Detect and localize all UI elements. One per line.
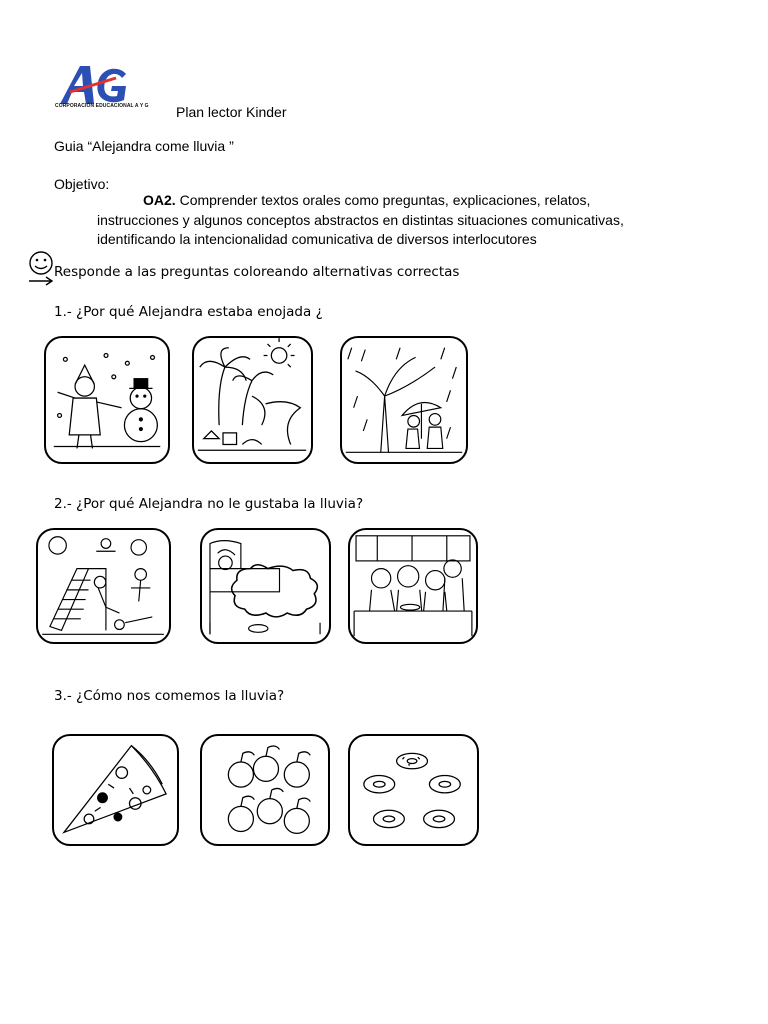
- option-playground-slide-scene[interactable]: [36, 528, 171, 644]
- instruction-text: Responde a las preguntas coloreando alternativas correctas: [54, 264, 460, 280]
- page-title: Plan lector Kinder: [176, 104, 287, 120]
- objective-line-1: Comprender textos orales como preguntas, explicaciones, relatos,: [175, 192, 591, 208]
- option-rain-autumn-scene[interactable]: [340, 336, 468, 464]
- donuts-illustration: [350, 736, 477, 844]
- option-donuts[interactable]: [348, 734, 479, 846]
- rain-umbrella-illustration: [342, 338, 466, 462]
- pizza-slice-illustration: [54, 736, 177, 844]
- sleeping-child-illustration: [202, 530, 329, 642]
- option-family-eating-scene[interactable]: [348, 528, 478, 644]
- option-apples[interactable]: [200, 734, 330, 846]
- question-1: 1.- ¿Por qué Alejandra estaba enojada ¿: [54, 304, 323, 320]
- snowman-kids-illustration: [46, 338, 168, 462]
- objective-line-3: identificando la intencionalidad comunicativa de diversos interlocutores: [97, 231, 537, 247]
- objective-text: [97, 191, 697, 250]
- guide-title: Guia “Alejandra come lluvia ”: [54, 138, 234, 154]
- objective-line-2: instrucciones y algunos conceptos abstractos en distintas situaciones comunicativas,: [97, 211, 624, 228]
- option-child-sleeping-dreaming-scene[interactable]: [200, 528, 331, 644]
- option-beach-summer-scene[interactable]: [192, 336, 313, 464]
- objective-label: Objetivo:: [54, 176, 110, 192]
- question-2: 2.- ¿Por qué Alejandra no le gustaba la lluvia?: [54, 496, 364, 512]
- apples-illustration: [202, 736, 328, 844]
- playground-slide-illustration: [38, 530, 169, 642]
- option-snow-winter-scene[interactable]: [44, 336, 170, 464]
- question-3: 3.- ¿Cómo nos comemos la lluvia?: [54, 688, 285, 704]
- beach-palms-illustration: [194, 338, 311, 462]
- option-pizza-slice[interactable]: [52, 734, 179, 846]
- logo-subtitle: CORPORACIÓN EDUCACIONAL A Y G: [55, 103, 149, 109]
- family-dinner-illustration: [350, 530, 476, 642]
- objective-code: OA2.: [143, 192, 176, 208]
